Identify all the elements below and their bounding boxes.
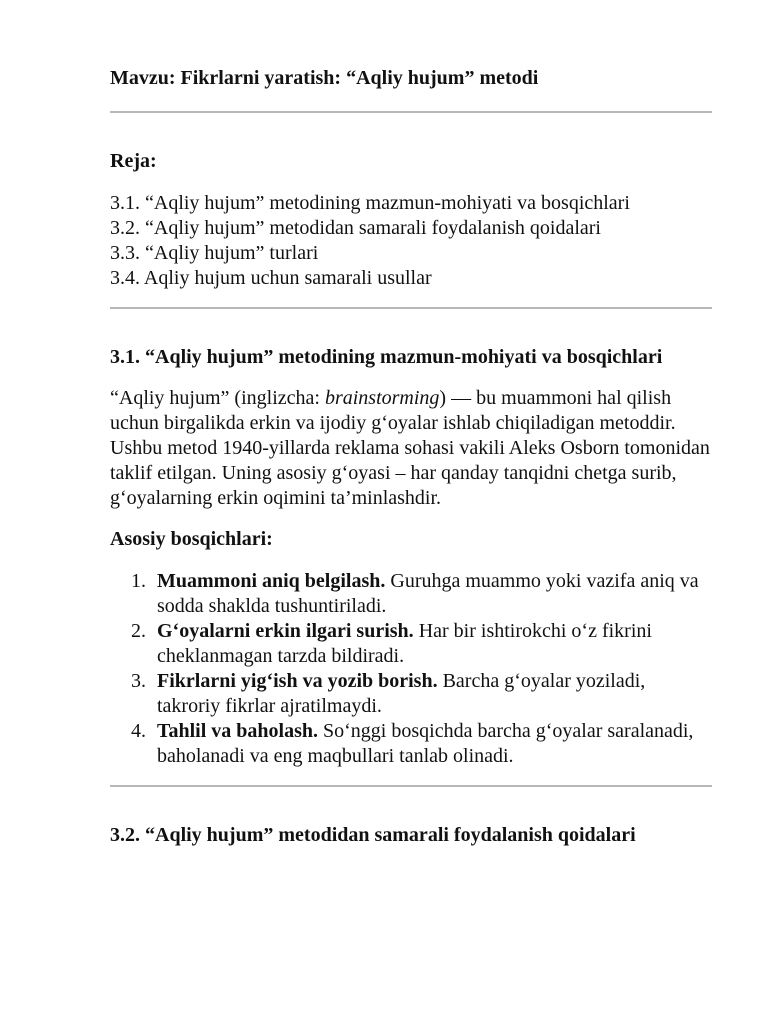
step-text: So‘nggi bosqichda barcha g‘oyalar saralanadi, baholanadi va eng maqbullari tanlab olinadi. — [157, 720, 694, 767]
divider — [110, 785, 712, 787]
step-text: Har bir ishtirokchi o‘z fikrini cheklanmagan tarzda bildiradi. — [157, 620, 652, 667]
intro-text-start: “Aqliy hujum” (inglizcha: — [110, 387, 325, 409]
step-text: Barcha g‘oyalar yoziladi, takroriy fikrlar ajratilmaydi. — [157, 670, 646, 717]
step-number: 1. — [131, 570, 146, 592]
document-page — [110, 66, 712, 848]
section-heading: 3.2. “Aqliy hujum” metodidan samarali foydalanish qoidalari — [110, 824, 636, 846]
step-title: Tahlil va baholash. — [157, 720, 319, 742]
divider — [110, 111, 712, 113]
step-item — [110, 569, 712, 619]
section-heading: 3.1. “Aqliy hujum” metodining mazmun-mohiyati va bosqichlari — [110, 346, 663, 368]
step-number: 3. — [131, 670, 146, 692]
intro-term: brainstorming — [324, 387, 440, 409]
step-title: G‘oyalarni erkin ilgari surish. — [157, 620, 414, 642]
step-item — [110, 619, 712, 669]
plan-heading: Reja: — [110, 150, 157, 172]
divider — [110, 307, 712, 309]
steps-heading: Asosiy bosqichlari: — [110, 528, 273, 550]
document-title: Mavzu: Fikrlarni yaratish: “Aqliy hujum” metodi — [110, 67, 539, 89]
step-item — [110, 719, 712, 769]
steps-list — [110, 569, 712, 769]
plan-item: 3.4. Aqliy hujum uchun samarali usullar — [110, 267, 432, 289]
plan-item: 3.2. “Aqliy hujum” metodidan samarali foydalanish qoidalari — [110, 217, 601, 239]
step-item — [110, 669, 712, 719]
step-title: Fikrlarni yig‘ish va yozib borish. — [157, 670, 438, 692]
intro-paragraph — [110, 386, 712, 511]
plan-list — [110, 191, 712, 291]
plan-item: 3.1. “Aqliy hujum” metodining mazmun-mohiyati va bosqichlari — [110, 192, 630, 214]
plan-item: 3.3. “Aqliy hujum” turlari — [110, 242, 319, 264]
step-text: Guruhga muammo yoki vazifa aniq va sodda shaklda tushuntiriladi. — [157, 570, 699, 617]
step-title: Muammoni aniq belgilash. — [157, 570, 386, 592]
intro-text-end: ) — bu muammoni hal qilish uchun birgalikda erkin va ijodiy g‘oyalar ishlab chiqiladigan metoddir. Ushbu metod 1940-yillarda reklama sohasi vakili Aleks Osborn tomonidan taklif etilgan. Uning asosiy g‘oyasi – har qanday tanqidni chetga surib, g‘oyalarning erkin oqimini ta’minlashdir. — [110, 387, 710, 509]
step-number: 2. — [131, 620, 146, 642]
step-number: 4. — [131, 720, 146, 742]
